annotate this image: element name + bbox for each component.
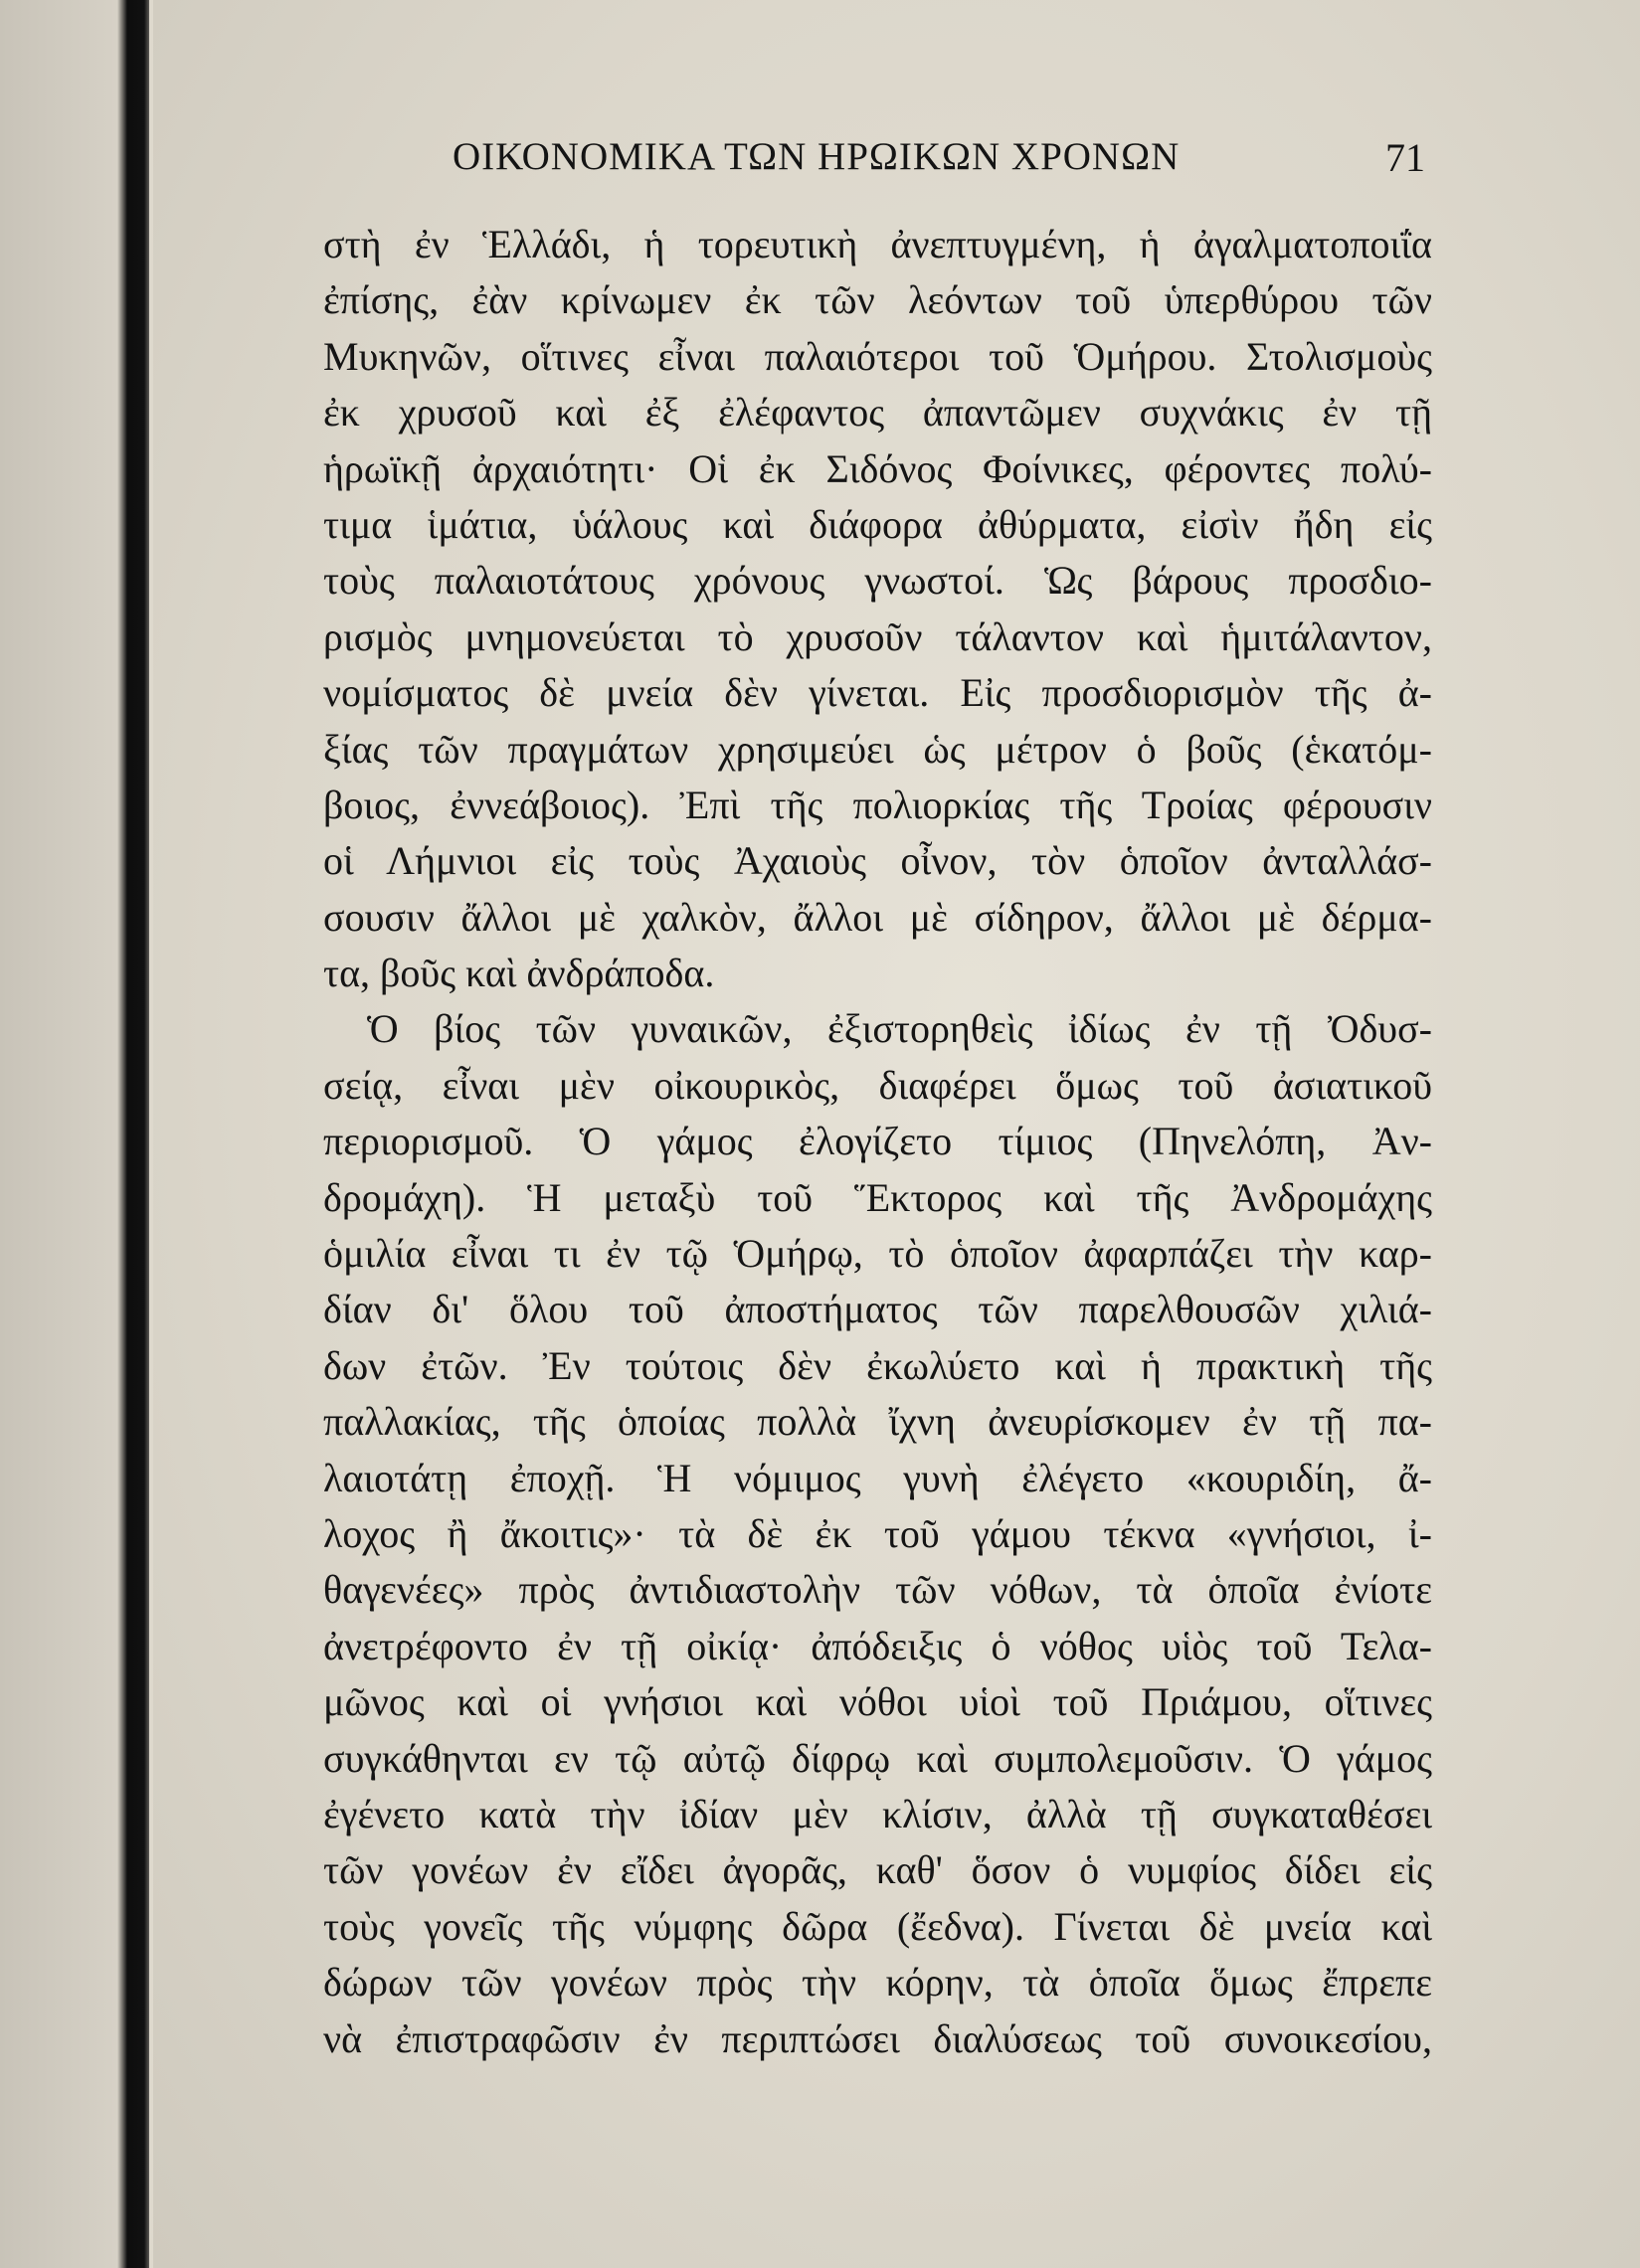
running-title: ΟΙΚΟΝΟΜΙΚΑ ΤΩΝ ΗΡΩΙΚΩΝ ΧΡΟΝΩΝ [453, 135, 1181, 178]
text-line: συγκάθηνται εν τῷ αὐτῷ δίφρῳ καὶ συμπολεμοῦσιν. Ὁ γάμος [323, 1735, 1432, 1781]
body-text [323, 217, 1432, 2067]
text-line: λοχος ἢ ἄκοιτις»· τὰ δὲ ἐκ τοῦ γάμου τέκνα «γνήσιοι, ἰ- [323, 1510, 1432, 1556]
text-line: Μυκηνῶν, οἵτινες εἶναι παλαιότεροι τοῦ Ὁμήρου. Στολισμοὺς [323, 333, 1432, 379]
paragraph-start-line: Ὁ βίος τῶν γυναικῶν, ἐξιστορηθεὶς ἰδίως ἐν τῇ Ὀδυσ- [367, 1006, 1432, 1052]
page-number: 71 [1385, 135, 1425, 180]
text-line: σείᾳ, εἶναι μὲν οἰκουρικὸς, διαφέρει ὅμως τοῦ ἀσιατικοῦ [323, 1062, 1432, 1108]
text-line: νὰ ἐπιστραφῶσιν ἐν περιπτώσει διαλύσεως τοῦ συνοικεσίου, [323, 2015, 1432, 2061]
text-line: λαιοτάτῃ ἐποχῇ. Ἡ νόμιμος γυνὴ ἐλέγετο «κουριδίη, ἄ- [323, 1455, 1432, 1500]
text-line: ἀνετρέφοντο ἐν τῇ οἰκίᾳ· ἀπόδειξις ὁ νόθος υἱὸς τοῦ Τελα- [323, 1623, 1432, 1668]
text-line: ρισμὸς μνημονεύεται τὸ χρυσοῦν τάλαντον καὶ ἡμιτάλαντον, [323, 613, 1432, 659]
text-line: σουσιν ἄλλοι μὲ χαλκὸν, ἄλλοι μὲ σίδηρον, ἄλλοι μὲ δέρμα- [323, 894, 1432, 940]
text-line: περιορισμοῦ. Ὁ γάμος ἐλογίζετο τίμιος (Πηνελόπη, Ἀν- [323, 1119, 1432, 1164]
text-line: δώρων τῶν γονέων πρὸς τὴν κόρην, τὰ ὁποῖα ὅμως ἔπρεπε [323, 1960, 1432, 2006]
text-line: ἡρωϊκῇ ἀρχαιότητι· Οἱ ἐκ Σιδόνος Φοίνικες, φέροντες πολύ- [323, 445, 1432, 491]
text-line: νομίσματος δὲ μνεία δὲν γίνεται. Εἰς προσδιορισμὸν τῆς ἀ- [323, 670, 1432, 716]
page-header [293, 134, 1435, 194]
text-line: θαγενέες» πρὸς ἀντιδιαστολὴν τῶν νόθων, τὰ ὁποῖα ἐνίοτε [323, 1567, 1432, 1613]
text-line: στὴ ἐν Ἑλλάδι, ἡ τορευτικὴ ἀνεπτυγμένη, ἡ ἀγαλματοποιΐα [323, 222, 1432, 266]
text-line: βοιος, ἐννεάβοιος). Ἐπὶ τῆς πολιορκίας τῆς Τροίας φέρουσιν [323, 782, 1432, 827]
text-line: παλλακίας, τῆς ὁποίας πολλὰ ἴχνη ἀνευρίσκομεν ἐν τῇ πα- [323, 1399, 1432, 1445]
text-line: οἱ Λήμνιοι εἰς τοὺς Ἀχαιοὺς οἶνον, τὸν ὁποῖον ἀνταλλάσ- [323, 838, 1432, 884]
text-line: τιμα ἱμάτια, ὑάλους καὶ διάφορα ἀθύρματα, εἰσὶν ἤδη εἰς [323, 501, 1432, 547]
text-line: τῶν γονέων ἐν εἴδει ἀγορᾶς, καθ' ὅσον ὁ νυμφίος δίδει εἰς [323, 1847, 1432, 1893]
text-line: δίαν δι' ὅλου τοῦ ἀποστήματος τῶν παρελθουσῶν χιλιά- [323, 1287, 1432, 1332]
text-line: τοὺς γονεῖς τῆς νύμφης δῶρα (ἔεδνα). Γίνεται δὲ μνεία καὶ [323, 1903, 1432, 1949]
text-line: ἐκ χρυσοῦ καὶ ἐξ ἐλέφαντος ἀπαντῶμεν συχνάκις ἐν τῇ [323, 390, 1432, 436]
text-line: ἐπίσης, ἐὰν κρίνωμεν ἐκ τῶν λεόντων τοῦ ὑπερθύρου τῶν [323, 277, 1432, 323]
text-line: ἐγένετο κατὰ τὴν ἰδίαν μὲν κλίσιν, ἀλλὰ τῇ συγκαταθέσει [323, 1791, 1432, 1836]
text-line: δρομάχη). Ἡ μεταξὺ τοῦ Ἕκτορος καὶ τῆς Ἀνδρομάχης [323, 1174, 1432, 1220]
text-line: ξίας τῶν πραγμάτων χρησιμεύει ὡς μέτρον ὁ βοῦς (ἑκατόμ- [323, 726, 1432, 772]
text-line: τοὺς παλαιοτάτους χρόνους γνωστοί. Ὡς βάρους προσδιο- [323, 558, 1432, 604]
book-binding-edge [0, 0, 149, 2268]
text-line: δων ἐτῶν. Ἐν τούτοις δὲν ἐκωλύετο καὶ ἡ πρακτικὴ τῆς [323, 1342, 1432, 1388]
text-line: μῶνος καὶ οἱ γνήσιοι καὶ νόθοι υἱοὶ τοῦ Πριάμου, οἵτινες [323, 1679, 1432, 1725]
text-line: ὁμιλία εἶναι τι ἐν τῷ Ὁμήρῳ, τὸ ὁποῖον ἀφαρπάζει τὴν καρ- [323, 1231, 1432, 1277]
paragraph-end-line: τα, βοῦς καὶ ἀνδράποδα. [323, 951, 715, 996]
